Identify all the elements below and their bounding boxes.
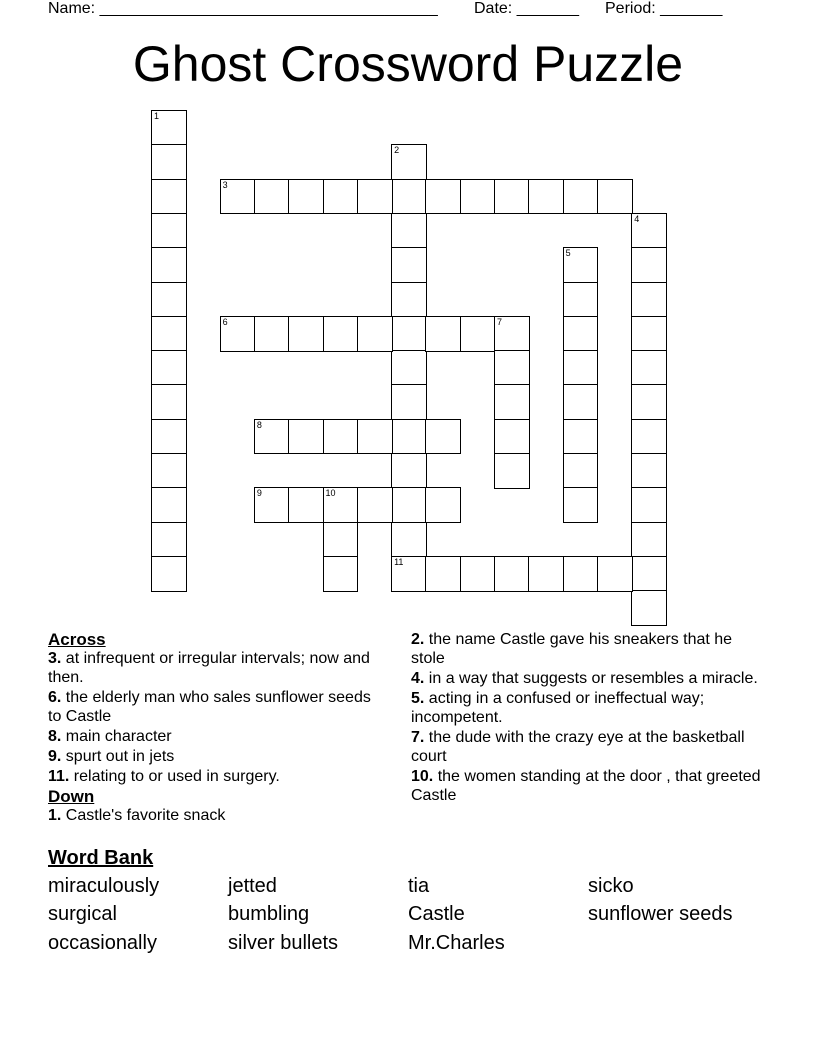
crossword-cell[interactable] — [563, 179, 599, 215]
crossword-cell[interactable] — [151, 556, 187, 592]
crossword-cell[interactable] — [220, 179, 256, 215]
word-bank-item: Mr.Charles — [408, 932, 505, 954]
clue-text: in a way that suggests or resembles a miracle. — [424, 670, 758, 687]
crossword-cell[interactable] — [563, 316, 599, 352]
clue-number: 1. — [48, 807, 62, 824]
crossword-cell[interactable] — [631, 453, 667, 489]
crossword-cell[interactable] — [323, 419, 359, 455]
crossword-cell[interactable] — [288, 179, 324, 215]
clue-number: 11 — [394, 556, 404, 567]
crossword-cell[interactable] — [631, 590, 667, 626]
crossword-cell[interactable] — [391, 522, 427, 558]
crossword-cell[interactable] — [151, 179, 187, 215]
crossword-cell[interactable] — [391, 453, 427, 489]
crossword-cell[interactable] — [563, 384, 599, 420]
clue-number: 3 — [222, 179, 228, 190]
crossword-cell[interactable] — [391, 487, 427, 523]
crossword-cell[interactable] — [151, 350, 187, 386]
clue-number: 4 — [634, 213, 640, 224]
crossword-cell[interactable] — [391, 282, 427, 318]
crossword-cell[interactable] — [528, 179, 564, 215]
period-label: Period: — [605, 0, 656, 17]
clue-number: 2. — [411, 631, 425, 648]
crossword-cell[interactable] — [425, 487, 461, 523]
clues-left-column — [48, 630, 388, 826]
crossword-cell[interactable] — [494, 556, 530, 592]
clue-number: 5. — [411, 690, 425, 707]
clue-number: 8 — [256, 419, 262, 430]
clue-number: 10. — [411, 768, 434, 785]
date-label: Date: — [474, 0, 513, 17]
crossword-cell[interactable] — [597, 179, 633, 215]
crossword-cell[interactable] — [460, 556, 496, 592]
crossword-cell[interactable] — [254, 419, 290, 455]
crossword-cell[interactable] — [151, 522, 187, 558]
clue-number: 4. — [411, 670, 425, 687]
clue-text: the dude with the crazy eye at the basketball court — [411, 729, 745, 765]
clue-number: 5 — [565, 248, 571, 259]
crossword-cell[interactable] — [631, 247, 667, 283]
crossword-cell[interactable] — [323, 522, 359, 558]
crossword-cell[interactable] — [494, 453, 530, 489]
crossword-cell[interactable] — [494, 350, 530, 386]
clue — [48, 747, 388, 766]
crossword-cell[interactable] — [425, 316, 461, 352]
crossword-cell[interactable] — [323, 487, 359, 523]
crossword-cell[interactable] — [151, 144, 187, 180]
page-title: Ghost Crossword Puzzle — [132, 36, 684, 92]
word-bank-title: Word Bank — [48, 847, 154, 869]
crossword-cell[interactable] — [151, 247, 187, 283]
word-bank-item: tia — [408, 875, 430, 897]
crossword-cell[interactable] — [254, 487, 290, 523]
period-line: _______ — [660, 0, 723, 17]
clue — [411, 689, 761, 727]
crossword-cell[interactable] — [494, 316, 530, 352]
word-bank-item: surgical — [48, 903, 117, 925]
crossword-cell[interactable] — [563, 247, 599, 283]
crossword-cell[interactable] — [220, 316, 256, 352]
crossword-cell[interactable] — [288, 487, 324, 523]
crossword-cell[interactable] — [391, 179, 427, 215]
crossword-cell[interactable] — [357, 487, 393, 523]
clue-number: 9 — [256, 488, 262, 499]
crossword-cell[interactable] — [391, 213, 427, 249]
clue-text: main character — [61, 728, 172, 745]
word-bank-item: miraculously — [48, 875, 160, 897]
word-bank-item: sunflower seeds — [588, 903, 733, 925]
crossword-cell[interactable] — [425, 179, 461, 215]
crossword-cell[interactable] — [391, 316, 427, 352]
crossword-cell[interactable] — [631, 556, 667, 592]
crossword-cell[interactable] — [151, 110, 187, 146]
crossword-cell[interactable] — [323, 179, 359, 215]
crossword-cell[interactable] — [323, 316, 359, 352]
crossword-cell[interactable] — [151, 316, 187, 352]
crossword-cell[interactable] — [563, 419, 599, 455]
across-heading: Across — [48, 630, 106, 649]
crossword-cell[interactable] — [494, 419, 530, 455]
crossword-cell[interactable] — [391, 247, 427, 283]
word-bank-item: jetted — [228, 875, 277, 897]
crossword-cell[interactable] — [631, 213, 667, 249]
crossword-cell[interactable] — [254, 179, 290, 215]
clue — [411, 630, 761, 668]
word-bank-item: sicko — [588, 875, 634, 897]
crossword-cell[interactable] — [151, 282, 187, 318]
across-clue-list — [48, 649, 388, 786]
down-clue-list — [48, 806, 388, 825]
clue-number: 11. — [48, 768, 70, 785]
word-bank-item: bumbling — [228, 903, 310, 925]
crossword-cell[interactable] — [357, 179, 393, 215]
clue-number: 1 — [154, 111, 160, 121]
crossword-cell[interactable] — [631, 350, 667, 386]
clue-text: acting in a confused or ineffectual way; incompetent. — [411, 690, 705, 726]
crossword-cell[interactable] — [494, 384, 530, 420]
down-heading: Down — [48, 787, 95, 806]
crossword-cell[interactable] — [528, 556, 564, 592]
crossword-cell[interactable] — [391, 556, 427, 592]
crossword-cell[interactable] — [563, 350, 599, 386]
clue-number: 10 — [325, 488, 336, 499]
crossword-cell[interactable] — [631, 316, 667, 352]
clues-right-column — [411, 630, 761, 806]
clue-text: relating to or used in surgery. — [69, 768, 280, 785]
crossword-cell[interactable] — [631, 522, 667, 558]
crossword-cell[interactable] — [391, 384, 427, 420]
clue — [411, 669, 761, 688]
clue — [48, 806, 388, 825]
crossword-cell[interactable] — [460, 316, 496, 352]
clue-number: 7. — [411, 729, 425, 746]
crossword-cell[interactable] — [391, 350, 427, 386]
crossword-cell[interactable] — [288, 316, 324, 352]
crossword-cell[interactable] — [288, 419, 324, 455]
clue-text: the women standing at the door , that greeted Castle — [411, 768, 761, 804]
clue-text: Castle's favorite snack — [61, 807, 226, 824]
clue-number: 8. — [48, 728, 62, 745]
crossword-cell[interactable] — [631, 419, 667, 455]
crossword-cell[interactable] — [357, 316, 393, 352]
crossword-cell[interactable] — [631, 384, 667, 420]
word-bank-item: silver bullets — [228, 932, 339, 954]
crossword-cell[interactable] — [151, 419, 187, 455]
name-line: ______________________________________ — [99, 0, 438, 17]
clue-number: 6 — [222, 316, 228, 327]
crossword-cell[interactable] — [151, 487, 187, 523]
name-label: Name: — [48, 0, 96, 17]
crossword-cell[interactable] — [631, 487, 667, 523]
clue-number: 7 — [497, 316, 503, 327]
crossword-cell[interactable] — [391, 144, 427, 180]
crossword-cell[interactable] — [391, 419, 427, 455]
crossword-cell[interactable] — [563, 556, 599, 592]
clue-text: at infrequent or irregular intervals; now and then. — [48, 650, 370, 686]
crossword-cell[interactable] — [357, 419, 393, 455]
clue-text: the elderly man who sales sunflower seeds to Castle — [48, 689, 371, 725]
crossword-cell[interactable] — [151, 453, 187, 489]
clue-number: 6. — [48, 689, 62, 706]
word-bank-item: Castle — [408, 903, 465, 925]
clue-number: 3. — [48, 650, 62, 667]
crossword-cell[interactable] — [151, 213, 187, 249]
clue-number: 2 — [394, 145, 400, 156]
crossword-cell[interactable] — [563, 487, 599, 523]
crossword-cell[interactable] — [563, 453, 599, 489]
clue — [48, 688, 388, 726]
crossword-cell[interactable] — [151, 384, 187, 420]
clue-text: spurt out in jets — [61, 748, 175, 765]
clue-number: 9. — [48, 748, 62, 765]
crossword-cell[interactable] — [563, 282, 599, 318]
date-line: _______ — [516, 0, 579, 17]
clue — [411, 728, 761, 766]
crossword-cell[interactable] — [597, 556, 633, 592]
clue — [411, 767, 761, 805]
crossword-cell[interactable] — [254, 316, 290, 352]
crossword-cell[interactable] — [631, 282, 667, 318]
crossword-cell[interactable] — [460, 179, 496, 215]
clue — [48, 649, 388, 687]
crossword-cell[interactable] — [494, 179, 530, 215]
clue-text: the name Castle gave his sneakers that he stole — [411, 631, 733, 667]
crossword-cell[interactable] — [323, 556, 359, 592]
down-clue-list-continued — [411, 630, 761, 805]
crossword-cell[interactable] — [425, 556, 461, 592]
crossword-cell[interactable] — [425, 419, 461, 455]
clue — [48, 727, 388, 746]
word-bank-item: occasionally — [48, 932, 157, 954]
clue — [48, 767, 388, 786]
